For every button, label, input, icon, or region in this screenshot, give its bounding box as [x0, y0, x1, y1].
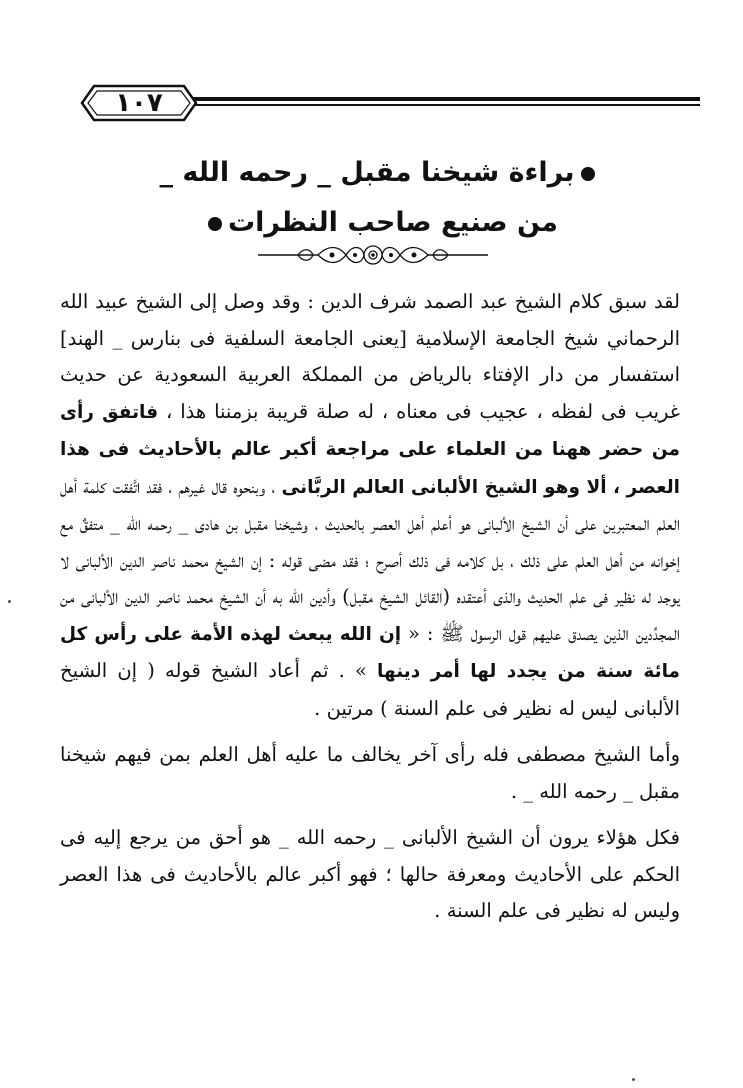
paragraph	[60, 737, 680, 810]
body-text	[60, 284, 680, 930]
header-rule-thin	[170, 104, 700, 106]
header-rule-thick	[170, 97, 700, 101]
paragraph	[60, 284, 680, 727]
title-line-2-text: من صنيع صاحب النظرات	[228, 207, 558, 238]
page-number: ١٠٧	[115, 88, 163, 118]
paragraph	[60, 820, 680, 930]
bullet-dot-icon	[208, 217, 222, 231]
page-number-badge	[80, 82, 198, 124]
bullet-dot-icon	[581, 167, 595, 181]
paragraph-text: فكل هؤلاء يرون أن الشيخ الألبانى _ رحمه الله _ هو أحق من يرجع إليه فى الحكم على الأحاديث ومعرفة حالها ؛ فهو أكبر عالم بالأحاديث فى هذا العصر وليس له نظير فى علم السنة .	[60, 826, 680, 922]
hadith-quote: إن الله يبعث لهذه الأمة على رأس كل مائة سنة من يجدد لها أمر دينها	[60, 623, 680, 682]
title-line-1	[120, 148, 640, 198]
paragraph-text: ، وبنحوه قال غيرهم ، فقد اتَّفقت كلمة أهل العلم المعتبرين على أن الشيخ الألبانى هو أعلم أهل العصر بالحديث ، وشيخنا مقبل بن هادى _ رحمه الله _ متفقٌ مع إخوانه من أهل العلم على ذلك ، بل كلامه فى ذلك أصرح ؛ فقد مضى قوله : إن الشيخ محمد ناصر الدين الألبانى لا يوجد له نظير فى علم الحديث والذى أعتقده (القائل الشيخ مقبل) وأدين الله به أن الشيخ محمد ناصر الدين الألبانى من المجدِّدين الذين يصدق عليهم قول الرسول ﷺ : «	[60, 474, 680, 645]
paragraph-bold-text: فاتفق رأى من حضر ههنا من العلماء على مراجعة أكبر عالم بالأحاديث فى هذا العصر ، ألا وهو الشيخ الألبانى العالم الربَّانى	[60, 401, 680, 498]
page-header	[60, 82, 700, 128]
title-line-1-text: براءة شيخنا مقبل _ رحمه الله _	[159, 157, 575, 188]
floral-divider-icon	[258, 240, 488, 270]
scan-speck	[632, 1078, 635, 1081]
paragraph-text: وأما الشيخ مصطفى فله رأى آخر يخالف ما عليه أهل العلم بمن فيهم شيخنا مقبل _ رحمه الله _ .	[60, 743, 680, 803]
scan-speck	[8, 600, 11, 603]
paragraph-text: لقد سبق كلام الشيخ عبد الصمد شرف الدين : وقد وصل إلى الشيخ عبيد الله الرحماني شيخ الجامعة الإسلامية [يعنى الجامعة السلفية فى بنارس _ الهند] استفسار من دار الإفتاء بالرياض من المملكة العربية السعودية عن حديث غريب فى لفظه ، عجيب فى معناه ، له صلة قريبة بزمننا هذا ،	[60, 290, 680, 423]
paragraph-text: » . ثم أعاد الشيخ قوله ( إن الشيخ الألبانى ليس له نظير فى علم السنة ) مرتين .	[60, 659, 680, 720]
section-title	[120, 148, 640, 248]
